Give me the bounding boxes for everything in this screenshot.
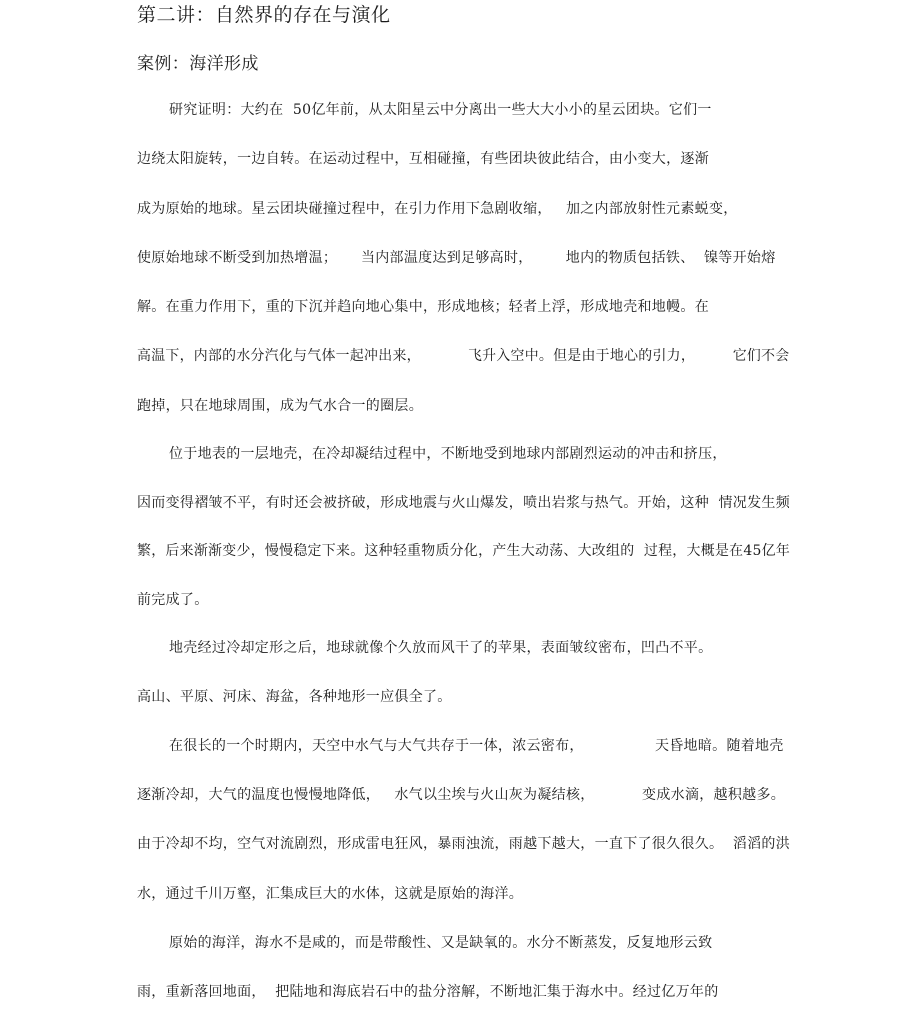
paragraph-line: 雨，重新落回地面， 把陆地和海底岩石中的盐分溶解，不断地汇集于海水中。经过亿万年的 bbox=[137, 984, 719, 1000]
paragraph-line: 由于冷却不均，空气对流剧烈，形成雷电狂风，暴雨浊流，雨越下越大，一直下了很久很久。 滔滔的洪 bbox=[137, 836, 790, 852]
paragraph-line: 解。在重力作用下，重的下沉并趋向地心集中，形成地核；轻者上浮，形成地壳和地幔。在 bbox=[137, 299, 709, 315]
paragraph-line: 跑掉，只在地球周围，成为气水合一的圈层。 bbox=[137, 398, 423, 414]
paragraph-line: 研究证明：大约在 50亿年前，从太阳星云中分离出一些大大小小的星云团块。它们一 bbox=[169, 102, 712, 118]
paragraph-line: 使原始地球不断受到加热增温； 当内部温度达到足够高时， 地内的物质包括铁、 镍等开始熔 bbox=[137, 250, 776, 266]
paragraph-line: 前完成了。 bbox=[137, 592, 209, 608]
paragraph-line: 地壳经过冷却定形之后，地球就像个久放而风干了的苹果，表面皱纹密布，凹凸不平。 bbox=[169, 640, 713, 656]
paragraph-line: 成为原始的地球。星云团块碰撞过程中，在引力作用下急剧收缩， 加之内部放射性元素蜕变， bbox=[137, 201, 738, 217]
page-title: 第二讲：自然界的存在与演化 bbox=[137, 4, 391, 26]
paragraph-line: 因而变得褶皱不平，有时还会被挤破，形成地震与火山爆发，喷出岩浆与热气。开始，这种 情况发生频 bbox=[137, 495, 790, 511]
paragraph-line: 水，通过千川万壑，汇集成巨大的水体，这就是原始的海洋。 bbox=[137, 886, 524, 902]
paragraph-line: 高山、平原、河床、海盆，各种地形一应俱全了。 bbox=[137, 689, 452, 705]
paragraph-line: 在很长的一个时期内，天空中水气与大气共存于一体，浓云密布， 天昏地暗。随着地壳 bbox=[169, 738, 784, 754]
paragraph-line: 位于地表的一层地壳，在冷却凝结过程中，不断地受到地球内部剧烈运动的冲击和挤压， bbox=[169, 446, 727, 462]
paragraph-line: 原始的海洋，海水不是咸的，而是带酸性、又是缺氧的。水分不断蒸发，反复地形云致 bbox=[169, 935, 713, 951]
case-heading: 案例：海洋形成 bbox=[137, 54, 259, 74]
paragraph-line: 高温下，内部的水分汽化与气体一起冲出来， 飞升入空中。但是由于地心的引力， 它们不会 bbox=[137, 348, 790, 364]
paragraph-line: 繁，后来渐渐变少，慢慢稳定下来。这种轻重物质分化，产生大动荡、大改组的 过程，大概是在45亿年 bbox=[137, 543, 791, 559]
paragraph-line: 逐渐冷却，大气的温度也慢慢地降低， 水气以尘埃与火山灰为凝结核， 变成水滴，越积越多。 bbox=[137, 787, 786, 803]
paragraph-line: 边绕太阳旋转，一边自转。在运动过程中，互相碰撞，有些团块彼此结合，由小变大，逐渐 bbox=[137, 151, 709, 167]
